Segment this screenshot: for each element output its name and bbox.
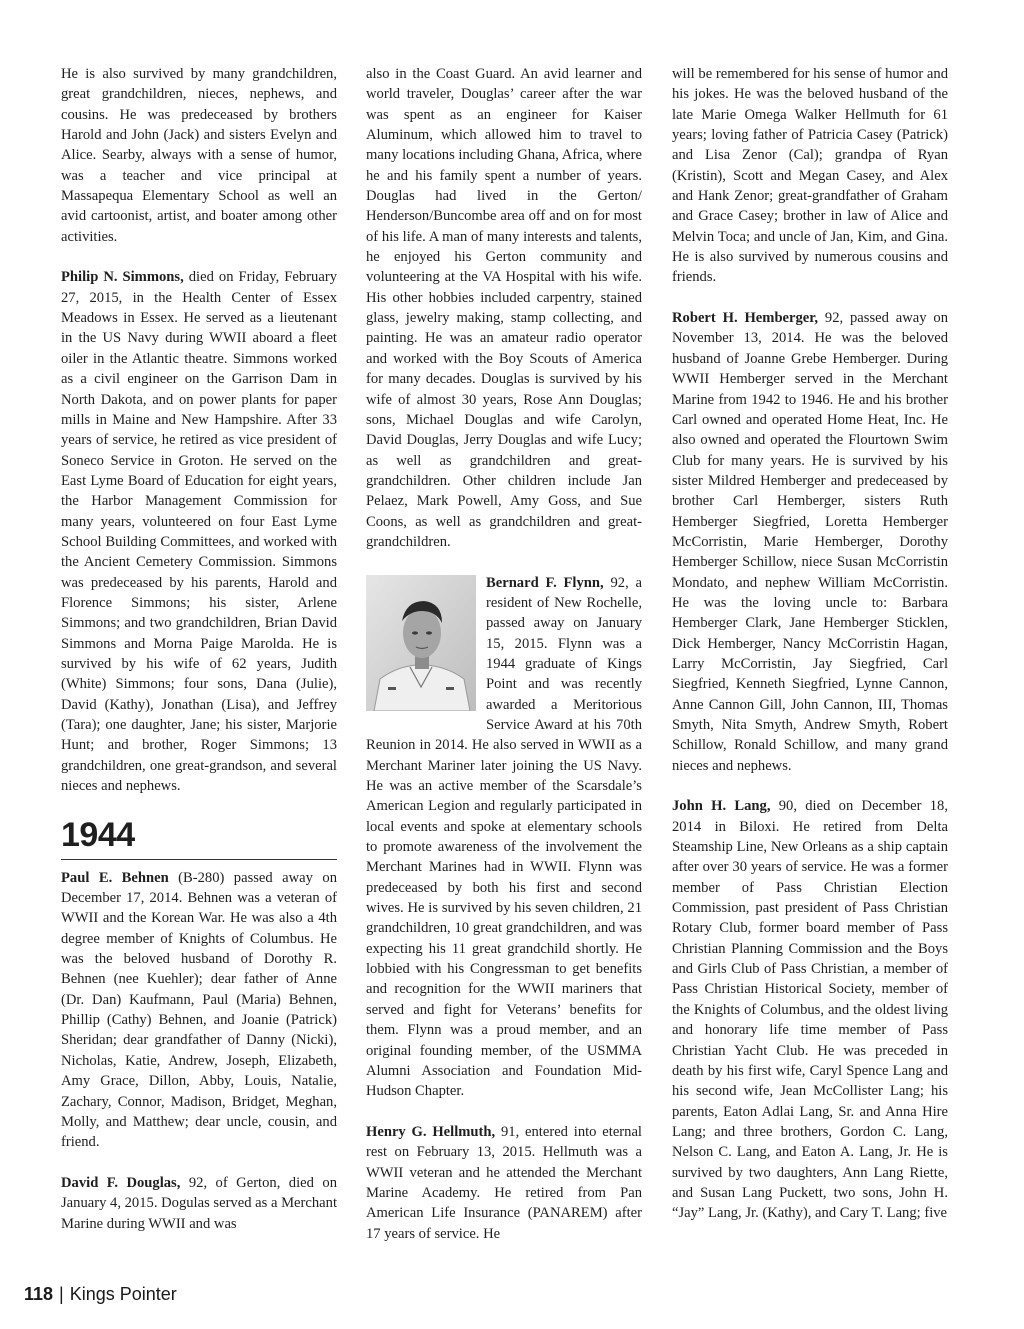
page-footer [24,1284,177,1305]
lang-obituary [672,796,948,1223]
douglas-continued-paragraph: also in the Coast Guard. An avid learner and world traveler, Douglas’ career after the war was spent as an engineer for Kaiser Aluminum, which allowed him to travel to many locations including Ghana, Africa, where he and his family spent a number of years. Douglas had lived in the Gerton/ Henderson/Buncombe area off and on for most of his life. A man of many interests and talents, he enjoyed his Gerton community and volunteering at the VA Hospital with his wife. His other hobbies included carpentry, stained glass, jewelry making, stamp collecting, and painting. He was an amateur radio operator and worked with the Boy Scouts of America for many decades. Douglas is survived by his wife of almost 30 years, Rose Ann Douglas; sons, Michael Douglas and wife Carolyn, David Douglas, Jerry Douglas and wife Lucy; as well as grandchildren and great-grandchildren. Other children include Jan Pelaez, Mark Powell, Amy Goss, and Sue Coons, as well as grandchildren and great-grandchildren. [366,66,642,550]
flynn-portrait-frame [366,575,476,711]
publication-name: Kings Pointer [69,1284,177,1304]
flynn-text: 92, a resident of New Rochelle, passed away on January 15, 2015. Flynn was a 1944 graduate of Kings Point and was recently awarded a Meritorious Service Award at his 70th Reunion in 2014. He also served in WWII as a Merchant Mariner later joining the US Navy. He was an active member of the Scarsdale’s American Legion and regularly participated in local events and spoke at elementary schools to promote awareness of the involvement the Merchant Marines had in WWII. Flynn was predeceased by both his first and second wives. He is survived by his seven children, 21 grandchildren, 10 great grandchildren, and was expecting his 11 great grandchild shortly. He lobbied with his Congressman to get benefits and recognition for the WWII mariners that served and fight for Veterans’ benefits for them. Flynn was a proud member, and an original founding member, of the USMMA Alumni Association and Foundation Mid-Hudson Chapter. [366,574,642,1100]
hellmuth-continued-paragraph: will be remembered for his sense of humor and his jokes. He was the beloved husband of the late Marie Omega Walker Hellmuth for 61 years; loving father of Patricia Casey (Patrick) and Lisa Zenor (Cal); grandpa of Ryan (Kristin), Scott and Megan Casey, and Alex and Hank Zenor; great-grandfather of Graham and Grace Casey; brother in law of Alice and Melvin Toca; and uncle of Jan, Kim, and Gina. He is also survived by numerous cousins and friends. [672,66,948,286]
column-1 [61,64,337,1234]
portrait-illustration [366,575,476,711]
douglas-obituary [61,1173,337,1234]
searby-continued-paragraph: He is also survived by many grandchildren, great grandchildren, nieces, nephews, and cousins. He was predeceased by brothers Harold and John (Jack) and sisters Evelyn and Alice. Searby, always with a sense of humor, was a teacher and vice principal at Massapequa Elementary School as well an avid cartoonist, artist, and boater among other activities. [61,66,337,245]
flynn-portrait-photo [366,575,476,711]
simmons-text: died on Friday, February 27, 2015, in the Health Center of Essex Meadows in Essex. He served as a lieutenant in the US Navy during WWII aboard a fleet oiler in the Atlantic theatre. Simmons worked as a civil engineer on the Garrison Dam in North Dakota, and on power plants for paper mills in Maine and New Hampshire. After 33 years of service, he retired as vice president of Soneco Service in Groton. He served on the East Lyme Board of Education for eight years, the Harbor Management Commission for many years, volunteered on four East Lyme School Building Committees, and worked with the Ancient Cemetery Commission. Simmons was predeceased by his parents, Harold and Florence Simmons; his sister, Arlene Simmons; and two grandchildren, Brian David Simmons and Morna Paige Marolda. He is survived by his wife of 62 years, Judith (White) Simmons; four sons, Dana (Julie), David (Kathy), Jonathan (Lisa), and Jeffrey (Tara); one daughter, Jane; his sister, Marjorie Hunt; and brother, Roger Simmons; 13 grandchildren, one great-grandson, and several nieces and nephews. [61,269,337,795]
hellmuth-text: 91, entered into eternal rest on February 13, 2015. Hellmuth was a WWII veteran and he attended the Merchant Marine Academy. He retired from Pan American Life Insurance (PANAREM) after 17 years of service. He [366,1123,642,1242]
hemberger-name: Robert H. Hemberger, [672,310,819,327]
behnen-name: Paul E. Behnen [61,869,169,886]
footer-separator: | [59,1284,64,1304]
behnen-text: (B-280) passed away on December 17, 2014. Behnen was a veteran of WWII and the Korean War. He was also a 4th degree member of Knights of Columbus. He was the beloved husband of Dorothy R. Behnen (nee Kuehler); dear father of Anne (Dr. Dan) Kaufmann, Paul (Maria) Behnen, Phillip (Cathy) Behnen, and Joanie (Patrick) Sheridan; dear grandfather of Danny (Nicki), Nicholas, Katie, Andrew, Joseph, Elizabeth, Amy Grace, Dillon, Abby, Louis, Natalie, Zachary, Connor, Madison, Bridget, Meghan, Molly, and Matthew; dear uncle, cousin, and friend. [61,869,337,1151]
hellmuth-obituary [366,1122,642,1244]
lang-text: 90, died on December 18, 2014 in Biloxi. He retired from Delta Steamship Line, New Orleans as a ship captain after over 30 years of service. He was a former member of Pass Christian Election Commission, past president of Pass Christian Rotary Club, former board member of Pass Christian Planning Commission and the Boys and Girls Club of Pass Christian, a member of Pass Christian Historical Society, member of the Knights of Columbus, and the oldest living and honorary life time member of Pass Christian Yacht Club. He was preceded in death by his first wife, Caryl Spence Lang and his second wife, Jean McCollister Lang; his parents, Eaton Adlai Lang, Sr. and Anna Hire Lang; and three brothers, Gordon C. Lang, Nelson C. Lang, and Eaton A. Lang, Jr. He is survived by two daughters, Ann Lang Riette, and Susan Lang Puckett, two sons, John H. “Jay” Lang, Jr. (Kathy), and Cary T. Lang; five [672,798,948,1222]
simmons-name: Philip N. Simmons, [61,269,184,286]
hemberger-obituary [672,308,948,776]
behnen-obituary [61,868,337,1153]
column-2 [366,64,642,1244]
douglas-text: 92, of Gerton, died on January 4, 2015. Dogulas served as a Merchant Marine during WWII and was [61,1174,337,1232]
lang-name: John H. Lang, [672,798,771,815]
hemberger-text: 92, passed away on November 13, 2014. He was the beloved husband of Joanne Grebe Hemberger. During WWII Hemberger served in the Merchant Marine from 1942 to 1946. He and his brother Carl owned and operated Home Heat, Inc. He also owned and operated the Flourtown Swim Club for many years. He is survived by his sister Mildred Hemberger and predeceased by brother Carl Hemberger, sisters Ruth Hemberger Siegfried, Loretta Hemberger McCorristin, Marie Hemberger, Dorothy Hemberger Schillow, niece Susan McCorristin Mondato, and nephew William McCorristin. He was the loving uncle to: Barbara Hemberger Clark, Jane Hemberger Sticklen, Dick Hemberger, Nancy McCorristin Hagan, Larry McCorristin, Jay Siegfried, Carl Siegfried, Kenneth Siegfried, Lynne Cannon, Anne Cannon Gill, John Cannon, III, Thomas Smyth, Nita Smyth, Andrew Smyth, Robert Schillow, Ronald Schillow, and many grand nieces and nephews. [672,310,948,774]
year-heading-1944: 1944 [61,817,337,860]
simmons-obituary [61,267,337,796]
hellmuth-name: Henry G. Hellmuth, [366,1123,496,1140]
column-3 [672,64,948,1224]
douglas-name: David F. Douglas, [61,1174,181,1191]
page-number: 118 [24,1284,54,1304]
flynn-name: Bernard F. Flynn, [486,574,604,591]
